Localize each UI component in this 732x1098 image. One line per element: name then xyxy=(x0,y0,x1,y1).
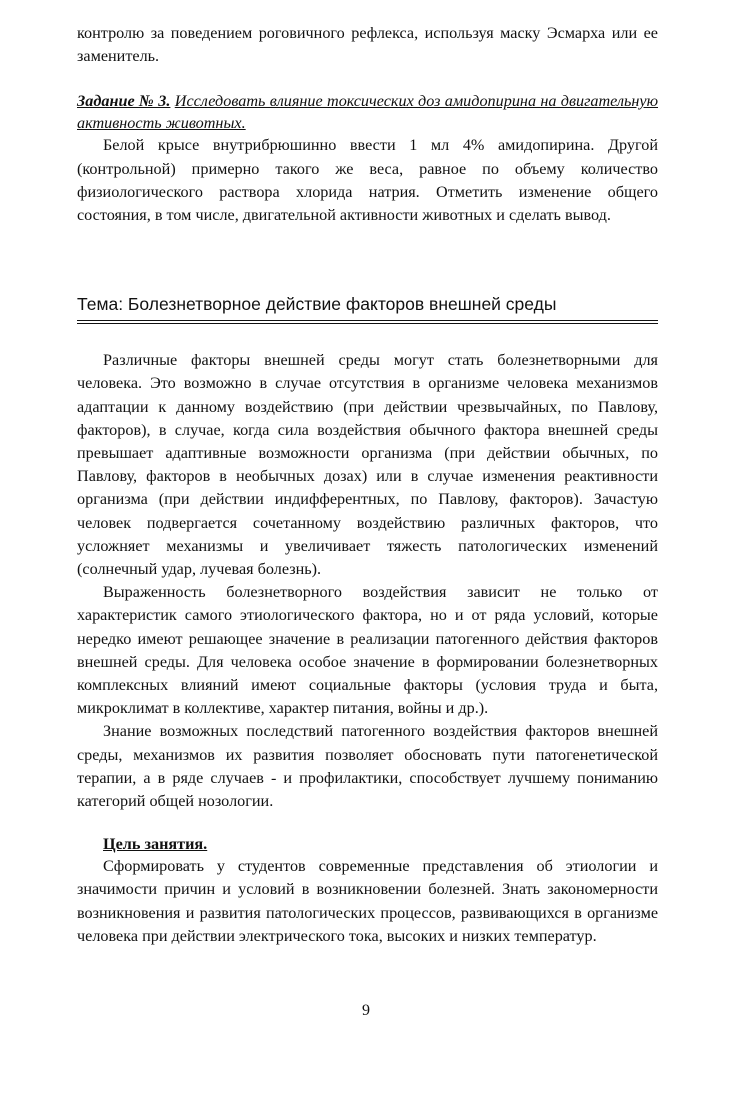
intro-text: контролю за поведением роговичного рефлекса, используя маску Эсмарха или ее заменитель. xyxy=(77,24,658,66)
paragraph: Знание возможных последствий патогенного воздействия факторов внешней среды, механизмов их развития позволяет обосновать пути патогенетической терапии, а в ряде случаев - и профилактики, способствует лучшему пониманию категорий общей нозологии. xyxy=(77,722,658,811)
page-number: 9 xyxy=(362,1002,370,1019)
topic-heading-block xyxy=(77,293,658,321)
page-content xyxy=(77,22,658,948)
goal-body: Сформировать у студентов современные представления об этиологии и значимости причин и условий в возникновении болезней. Знать закономерности возникновения и развития патологических процессов, развивающихся в организме человека при действии электрического тока, высоких и низких температур. xyxy=(77,857,658,945)
task-3-body: Белой крысе внутрибрюшинно ввести 1 мл 4% амидопирина. Другой (контрольной) примерно такого же веса, равное по объему количество физиологического раствора хлорида натрия. Отметить изменение общего состояния, в том числе, двигательной активности животных и сделать вывод. xyxy=(77,136,658,225)
goal-heading: Цель занятия. xyxy=(103,835,208,854)
task-3-label: Задание № 3. xyxy=(77,92,171,111)
topic-heading: Тема: Болезнетворное действие факторов внешней среды xyxy=(77,294,557,315)
topic-body xyxy=(77,349,658,813)
paragraph: Различные факторы внешней среды могут стать болезнетворными для человека. Это возможно в случае отсутствия в организме человека механизмов адаптации к данному воздействию (при действии чрезвычайных, по Павлову, факторов), в случае, когда сила воздействия обычного фактора внешней среды превышает адаптивные возможности организма (при действии обычных, по Павлову, факторов в необычных дозах) или в случае изменения реактивности организма (при действии индифферентных, по Павлову, факторов). Зачастую человек подвергается сочетанному воздействию различных факторов, что усложняет механизмы и увеличивает тяжесть патологических изменений (солнечный удар, лучевая болезнь). xyxy=(77,351,658,579)
task-3-title: Исследовать влияние токсических доз амидопирина на двигательную активность животных. xyxy=(77,92,659,133)
task-3 xyxy=(77,90,658,134)
paragraph: Выраженность болезнетворного воздействия зависит не только от характеристик самого этиологического фактора, но и от ряда условий, которые нередко имеют решающее значение в реализации патогенного действия факторов внешней среды. Для человека особое значение в формировании болезнетворных комплексных влияний имеют социальные факторы (условия труда и быта, микроклимат в коллективе, характер питания, войны и др.). xyxy=(77,583,658,718)
